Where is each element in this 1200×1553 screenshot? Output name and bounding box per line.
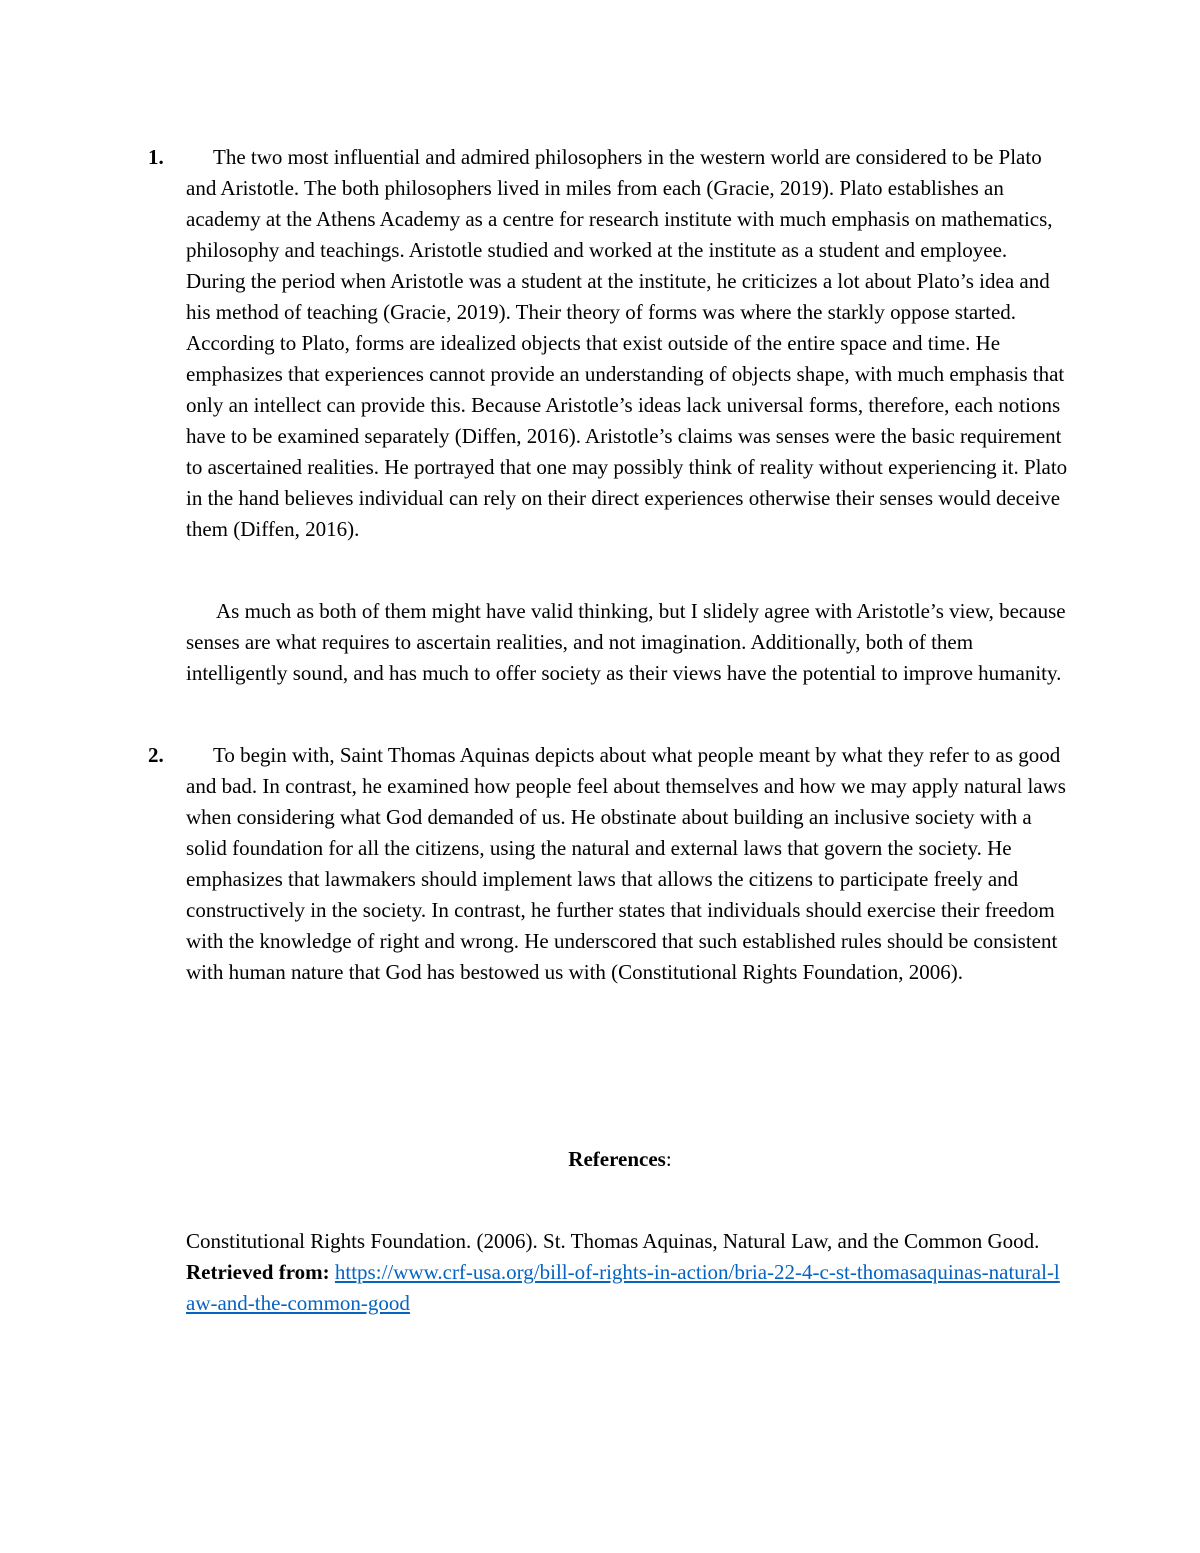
references-heading <box>0 1144 1200 1175</box>
list-item-text: To begin with, Saint Thomas Aquinas depicts about what people meant by what they refer to as good and bad. In contrast, he examined how people feel about themselves and how we may apply natural laws when considering what God demanded of us. He obstinate about building an inclusive society with a solid foundation for all the citizens, using the natural and external laws that govern the society. He emphasizes that lawmakers should implement laws that allows the citizens to participate freely and constructively in the society. In contrast, he further states that individuals should exercise their freedom with the knowledge of right and wrong. He underscored that such established rules should be consistent with human nature that God has bestowed us with (Constitutional Rights Foundation, 2006). <box>186 743 1066 984</box>
opinion-paragraph: As much as both of them might have valid thinking, but I slidely agree with Aristotle’s view, because senses are what requires to ascertain realities, and not imagination. Additionally, both of them intelligently sound, and has much to offer society as their views have the potential to improve humanity. <box>186 599 1066 685</box>
references-title: References <box>568 1147 666 1171</box>
reference-link[interactable]: https://www.crf-usa.org/bill-of-rights-in-action/bria-22-4-c-st-thomasaquinas-natural-law-and-the-common-good <box>186 1260 1060 1315</box>
list-item-text: The two most influential and admired philosophers in the western world are considered to be Plato and Aristotle. The both philosophers lived in miles from each (Gracie, 2019). Plato establishes an academy at the Athens Academy as a centre for research institute with much emphasis on mathematics, philosophy and teachings. Aristotle studied and worked at the institute as a student and employee. During the period when Aristotle was a student at the institute, he criticizes a lot about Plato’s idea and his method of teaching (Gracie, 2019). Their theory of forms was where the starkly oppose started. According to Plato, forms are idealized objects that exist outside of the entire space and time. He emphasizes that experiences cannot provide an understanding of objects shape, with much emphasis that only an intellect can provide this. Because Aristotle’s ideas lack universal forms, therefore, each notions have to be examined separately (Diffen, 2016). Aristotle’s claims was senses were the basic requirement to ascertained realities. He portrayed that one may possibly think of reality without experiencing it. Plato in the hand believes individual can rely on their direct experiences otherwise their senses would deceive them (Diffen, 2016). <box>186 145 1068 541</box>
list-item-2 <box>148 740 1068 988</box>
list-number: 1. <box>148 145 164 169</box>
retrieved-from-label: Retrieved from: <box>186 1260 330 1284</box>
references-title-colon: : <box>665 1147 672 1171</box>
reference-entry <box>186 1226 1068 1319</box>
list-item-1 <box>148 142 1068 545</box>
list-number: 2. <box>148 743 164 767</box>
reference-citation: Constitutional Rights Foundation. (2006). St. Thomas Aquinas, Natural Law, and the Common Good. <box>186 1229 1040 1253</box>
